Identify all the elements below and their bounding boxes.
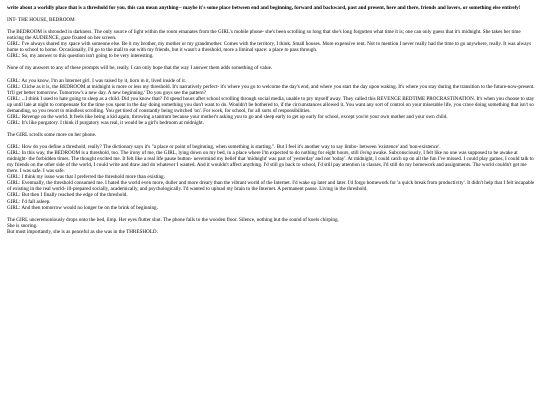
paragraph-threshold-definition (7, 144, 535, 211)
paragraph-internet-girl (7, 78, 535, 126)
paragraph-aside (7, 65, 535, 71)
text-line: GIRL: I've always shared my space with someone else. Be it my brother, my mother or my grandmother. Comes with the territory, I think. Small houses. More expensive rent. Not to mention I never really had the time to go anywhere, really. It was always home to school to home. Occasionally, I'd go to the mall to eat with my friends, but it wasn't a threshold, more a liminal space: a place to pass through. (7, 41, 532, 54)
text-fragment: awake. Subconsciously, I felt like no one was supposed to be awake at midnight- the forbidden times. The thought excited me. It felt like a real life pause button- nevermind my belief that 'midnight' was part of 'yesterday' and not 'today'. At midnight, I could catch up on all the fun I've missed. I could play games, I could talk to my friends on the other side of the world, I could write and draw and do whatever I wanted. And it wouldn't affect anything. I'd still go back to school, I'd still pay attention in classes, I'd still do my homework and assignments. The world couldn't get me there. I was safe. I was safe. (7, 150, 534, 175)
text-line: GIRL: I think my issue was that I preferred the threshold more than existing. (7, 174, 165, 181)
paragraph-stage-direction (7, 132, 535, 138)
text-line: None of my answers to any of these prompts will be, really. I can only hope that the way I answer them adds something of value. (7, 65, 273, 72)
text-line: GIRL: Eventually, the threshold consumed me. I hated the world even more, duller and more dreary than the vibrant world of the Internet. I'd wake up later and later. I'd forgo homework for 'a quick break from productivity'. It didn't help that I felt incapable of existing in the real world- ill-prepared socially, academically, and psychologically. I'd wanted to upload my brain to the Internet. A permanent pause. Living in the threshold. (7, 180, 535, 193)
text-line: GIRL: Revenge on the world. It feels like being a kid again, throwing a tantrum because your mother's asking you to go and sleep early to get up early for school, except you're your own mother and your own child. (7, 113, 448, 120)
text-line: The GIRL unceremoniously drops onto the bed, limp. Her eyes flutter shut. The phone falls to the wooden floor. Silence, nothing but the sound of koels chirping. (7, 216, 339, 223)
prompt-text: write about a worldly place that is a threshold for you. this can mean anything-- maybe it's some place between end and beginning, forward and backward, past and present, here and there, friends and lovers, or something else entirely! (7, 5, 521, 11)
text-line: GIRL: It's like purgatory. I think if purgatory was real, it would be a girl's bedroom at midnight. (7, 119, 204, 126)
text-line: GIRL: Cliche as it is, the BEDROOM at midnight is more or less my threshold. It's narratively perfect- it's where you go to welcome the day's end, and where you start the day upon waking. It's where you stay during the transition to the future-now-present. 'It'll get better tomorrow. Tomorrow's a new day. A new beginning.' Do you guys see the pattern? (7, 83, 535, 96)
text-line: GIRL: And then tomorrow would no longer be on the brink of beginning. (7, 204, 158, 211)
text-line: GIRL: ...I think I used to hate going to sleep as a child. Did you know that? I'd spend hours after school scrolling through social media, unable to pry myself away. They called this REVENGE BEDTIME PROCRASTINATION. It's when you choose to stay up until late at night to compensate for the time you spent in the day doing something you don't want to do. Wouldn't be bothered to, if the circumstances allowed it. You want any sort of control on your miserable life, you crave doing something that isn't so demanding, so you resort to mindless scrolling. You get tired of constantly being switched 'on'. For work, for school, for all sorts of responsibilities. (7, 95, 535, 114)
paragraph-intro (7, 29, 535, 59)
scene-heading (7, 17, 535, 23)
text-line: GIRL: But then I finally reached the edge of the threshold. (7, 192, 128, 199)
text-line: GIRL: As you know, I'm an Internet girl. I was raised by it, born in it, lived inside of it. (7, 77, 187, 84)
text-line: GIRL: How do you define a threshold, really? The dictionary says it's "a place or point of beginning, when something is starting.". But I feel it's another way to say limbo- between 'existence' and 'non-existence'. (7, 144, 441, 151)
emphasis-living: living (360, 150, 372, 157)
document-page (7, 5, 535, 235)
text-line (7, 150, 535, 174)
text-line: She is snoring. (7, 222, 38, 229)
paragraph-ending (7, 217, 535, 235)
text-fragment: GIRL: In this way, the BEDROOM is a threshold, too. The irony of me, the GIRL, lying down on my bed, in a place where I'm expected to do nothing for eight hours, still (7, 150, 360, 157)
text-line: GIRL: So, my answer to this question isn't going to be very interesting. (7, 53, 154, 60)
text-line: The GIRL scrolls some more on her phone. (7, 131, 97, 138)
text-line: But most importantly, she is as peaceful as she was in the THRESHOLD. (7, 228, 158, 235)
text-line: The BEDROOM is shrouded in darkness. The only source of light within the room emanates from the GIRL's mobile phone- she's been scrolling so long that she's long forgotten what time it is; one can only guess that it's midnight. She takes her time noticing the AUDIENCE, gaze fixated on her screen. (7, 29, 521, 42)
scene-heading-text: INT- THE HOUSE, BEDROOM (7, 17, 75, 24)
text-line: GIRL: I'd fall asleep. (7, 198, 51, 205)
